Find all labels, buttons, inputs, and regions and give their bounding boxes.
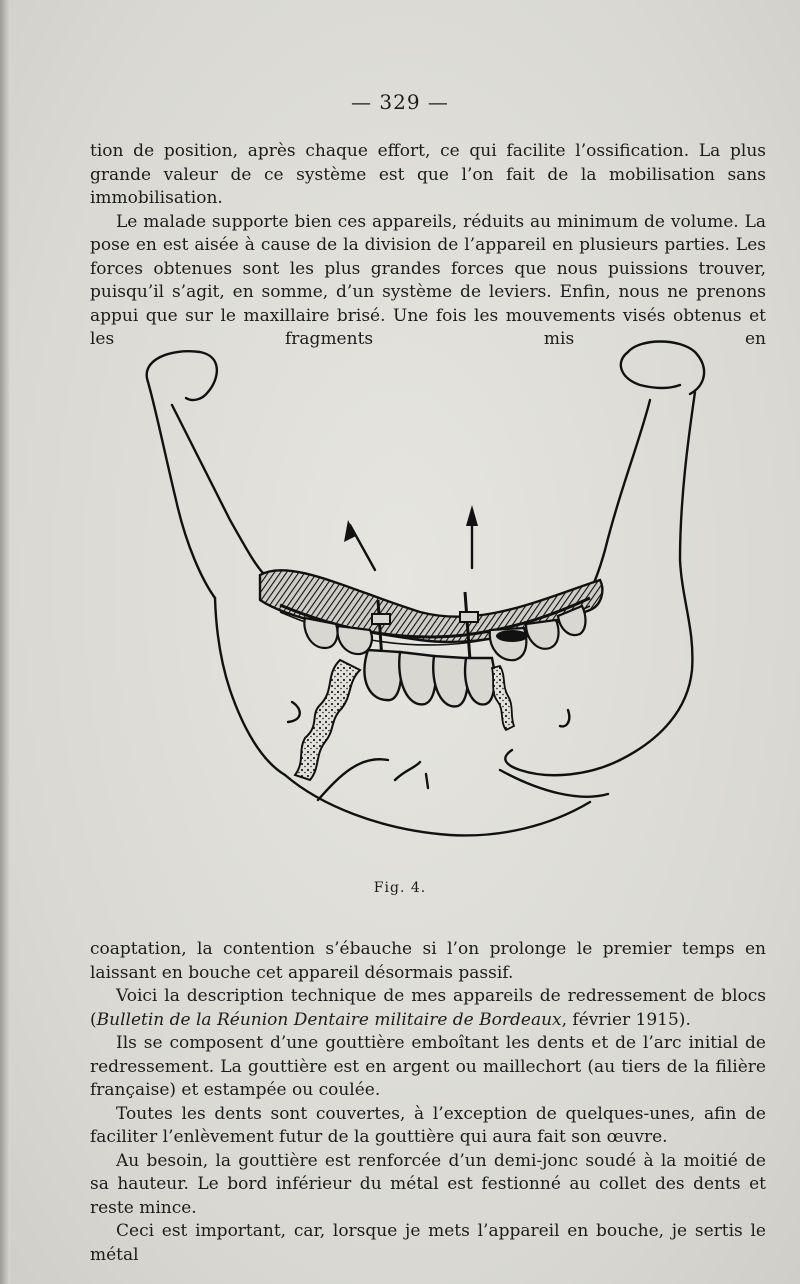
front-teeth [364, 650, 494, 706]
page-number: — 329 — [351, 90, 449, 114]
right-body-lower [505, 750, 620, 775]
paragraph-2: Le malade supporte bien ces appareils, réduits au minimum de volume. La pose en est aisée à cause de la division de l’appareil en plusieurs parties. Les forces obtenues sont les plus grandes forces que nous puissions trouver, puisqu’il s’agit, en somme, d’un système de leviers. Enfin, nous ne prenons appui que sur le maxillaire brisé. Une fois les mouvements visés obtenus et les fragments mis en [90, 211, 766, 349]
paragraph-5: Ils se composent d’une gouttière emboîtant les dents et de l’arc initial de redressement. La gouttière est en argent ou maillechort (au tiers de la filière française) et estampée ou coulée. [90, 1033, 766, 1100]
chin-mark [395, 762, 428, 788]
paragraph-4-after: , février 1915). [561, 1009, 691, 1030]
paragraph-3: coaptation, la contention s’ébauche si l’on prolonge le premier temps en laissant en bouche cet appareil désormais passif. [90, 939, 766, 983]
right-arrow-head [466, 505, 478, 526]
left-fragment-edge [318, 759, 388, 800]
paragraph-8: Ceci est important, car, lorsque je mets l’appareil en bouche, je sertis le métal [90, 1221, 766, 1265]
left-ramus-outer [148, 382, 215, 598]
right-fracture-line [492, 666, 514, 730]
bottom-text-block [90, 938, 766, 1267]
right-condyle [628, 342, 704, 395]
right-ramus-outer [620, 392, 695, 760]
right-mental-foramen [560, 710, 569, 726]
paragraph-1: tion de position, après chaque effort, ce qui facilite l’ossification. La plus grande valeur de ce système est que l’on fait de la mobilisation sans immobilisation. [90, 141, 766, 208]
top-text-block [90, 140, 766, 352]
figure-mandible-illustration [120, 330, 720, 870]
figure-caption [0, 880, 800, 896]
figure-caption-prefix: Fig [373, 880, 400, 896]
chin-lower-border [285, 775, 590, 835]
figure-caption-number: . 4. [399, 880, 427, 896]
right-fragment-edge [500, 770, 608, 797]
paragraph-6: Toutes les dents sont couvertes, à l’exception de quelques-unes, afin de faciliter l’enlèvement futur de la gouttière qui aura fait son œuvre. [90, 1103, 766, 1147]
left-body-outer [215, 598, 285, 775]
left-fracture-line [295, 660, 360, 780]
page-edge-shadow [0, 0, 10, 1284]
right-ramus-inner [582, 400, 650, 602]
paragraph-7: Au besoin, la gouttière est renforcée d’un demi-jonc soudé à la moitié de sa hauteur. Le bord inférieur du métal est festionné au collet des dents et reste mince. [90, 1150, 766, 1218]
right-condyle-inner [621, 352, 680, 388]
left-ramus-inner [172, 405, 268, 578]
paragraph-4-before: Voici la description technique de mes appareils de redressement de blocs ( [90, 986, 766, 1030]
bulletin-title: Bulletin de la Réunion Dentaire militaire de Bordeaux [96, 1009, 562, 1030]
splint-hole [496, 630, 528, 642]
left-condyle [147, 351, 217, 400]
left-mental-foramen [288, 702, 300, 722]
paragraph-4 [90, 985, 766, 1032]
